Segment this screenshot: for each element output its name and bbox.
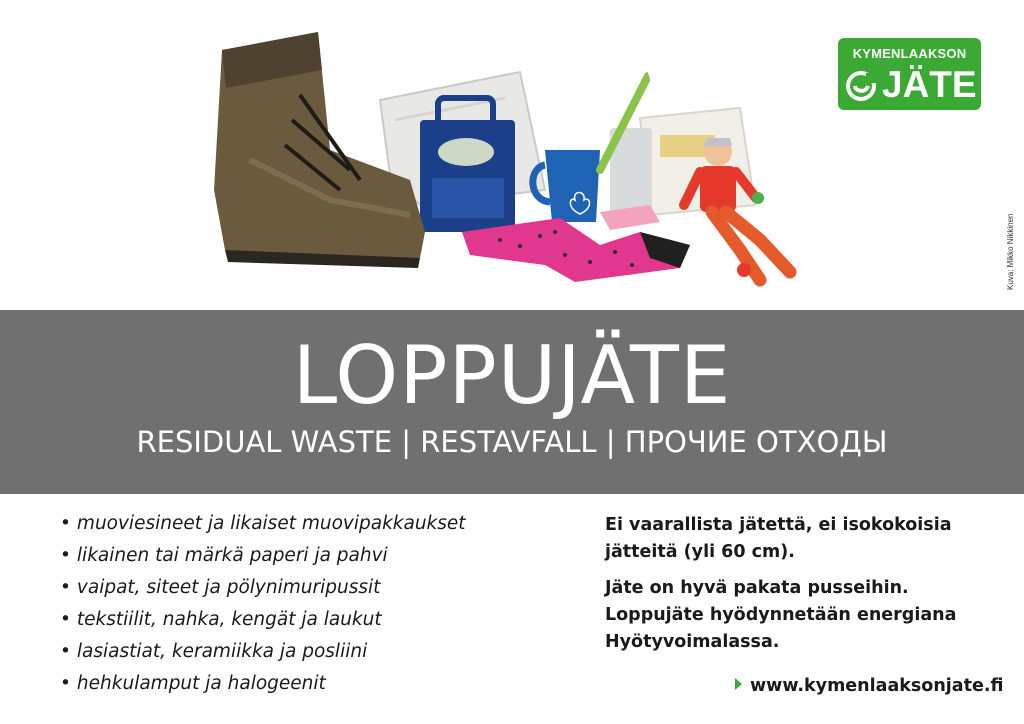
list-item-text: vaipat, siteet ja pölynimuripussit — [76, 577, 381, 598]
list-item — [60, 540, 466, 572]
arrow-right-icon — [735, 678, 742, 690]
bullet-icon: • — [60, 545, 71, 566]
bullet-icon: • — [60, 609, 71, 630]
page-title: LOPPUJÄTE — [292, 329, 732, 422]
diaper-bag-icon — [640, 108, 755, 215]
kymenlaakson-jate-logo[interactable] — [838, 38, 981, 110]
list-item-text: lasiastiat, keramiikka ja posliini — [76, 641, 368, 662]
website-link-text[interactable]: www.kymenlaaksonjate.fi — [750, 676, 1004, 696]
waste-items-list — [60, 508, 466, 700]
info-text — [605, 512, 995, 665]
list-item — [60, 508, 466, 540]
page-subtitle: RESIDUAL WASTE | RESTAVFALL | ПРОЧИЕ ОТХОДЫ — [136, 425, 888, 459]
logo-mark-icon — [846, 71, 876, 101]
list-item — [60, 572, 466, 604]
list-item-text: tekstiilit, nahka, kengät ja laukut — [76, 609, 382, 630]
bullet-icon: • — [60, 673, 71, 694]
list-item — [60, 636, 466, 668]
bullet-icon: • — [60, 513, 71, 534]
info-paragraph: Ei vaarallista jätettä, ei isokokoisia jätteitä (yli 60 cm). — [605, 515, 952, 562]
list-item-text: muoviesineet ja likaiset muovipakkaukset — [76, 513, 466, 534]
list-item — [60, 668, 466, 700]
list-item-text: likainen tai märkä paperi ja pahvi — [76, 545, 388, 566]
logo-top-text: KYMENLAAKSON — [852, 46, 967, 61]
list-item — [60, 604, 466, 636]
list-item-text: hehkulamput ja halogeenit — [76, 673, 326, 694]
logo-main-text: JÄTE — [882, 64, 977, 105]
website-link[interactable] — [735, 676, 1003, 696]
bullet-icon: • — [60, 577, 71, 598]
info-paragraph: Jäte on hyvä pakata pusseihin. Loppujäte hyödynnetään energiana Hyötyvoimalassa. — [605, 578, 957, 652]
photo-credit: Kuva: Mikko Nikkinen — [1006, 213, 1015, 290]
bullet-icon: • — [60, 641, 71, 662]
